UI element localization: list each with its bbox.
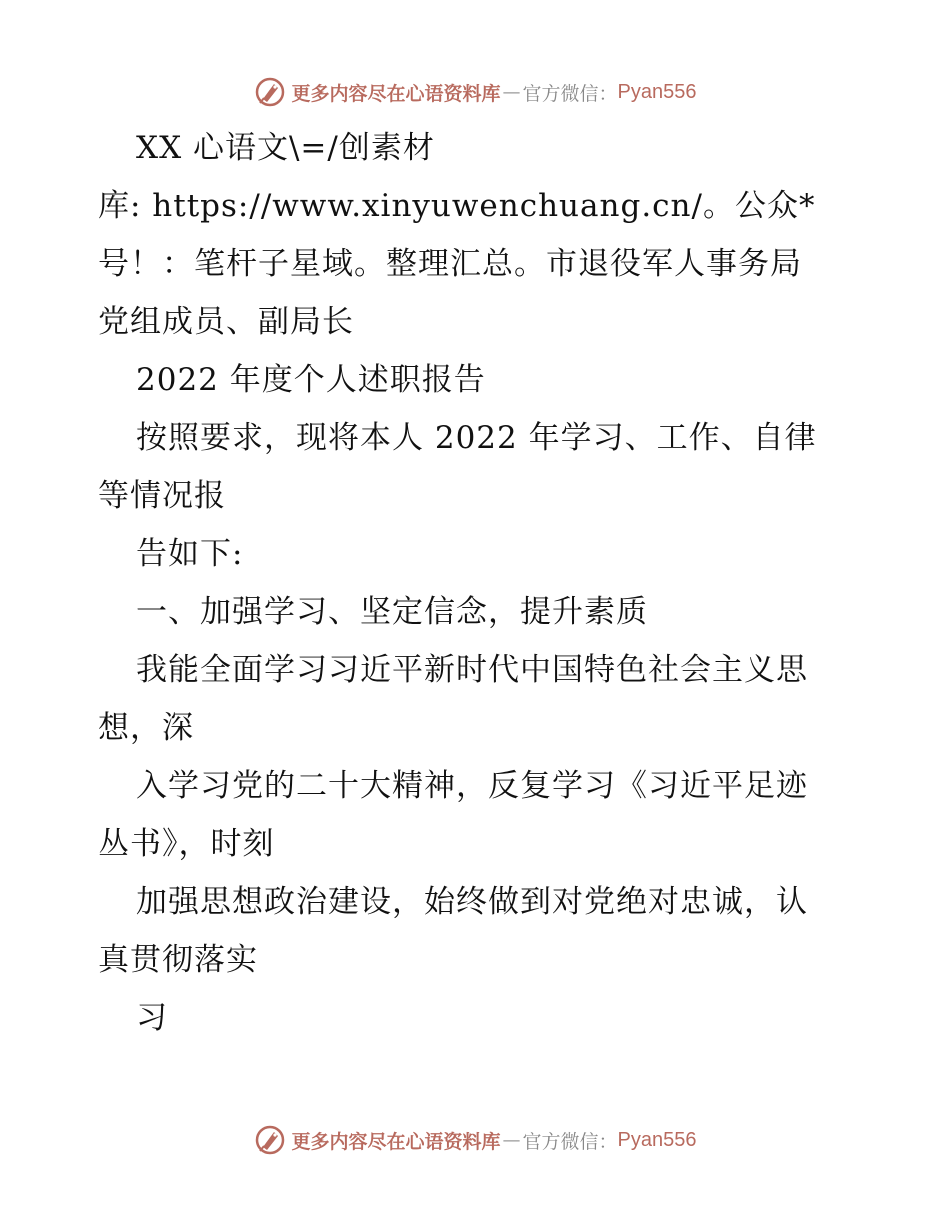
- document-body: [98, 119, 858, 1047]
- banner-wechat-label: 官方微信：: [522, 82, 618, 105]
- banner-wechat-id: Pyan556: [617, 1128, 697, 1151]
- body-line: 按照要求，现将本人 2022 年学习、工作、自律: [136, 420, 817, 456]
- banner-separator: —: [502, 81, 521, 103]
- body-line: 我能全面学习习近平新时代中国特色社会主义思: [136, 652, 808, 688]
- banner-text: 更多内容尽在心语资料库: [291, 82, 501, 105]
- body-line: XX 心语文\=/创素材: [136, 130, 435, 166]
- banner-wechat-label: 官方微信：: [522, 1130, 618, 1153]
- body-line: 加强思想政治建设，始终做到对党绝对忠诚，认: [136, 884, 808, 920]
- body-line: 入学习党的二十大精神，反复学习《习近平足迹: [136, 768, 808, 804]
- body-line: 等情况报: [98, 478, 226, 514]
- banner-separator: —: [502, 1129, 521, 1151]
- report-title: 2022 年度个人述职报告: [136, 362, 486, 398]
- body-line: 丛书》，时刻: [98, 826, 275, 862]
- banner-wechat-id: Pyan556: [617, 80, 697, 103]
- body-line: 党组成员、副局长: [98, 304, 354, 340]
- body-line: 号！：笔杆子星域。整理汇总。市退役军人事务局: [98, 246, 802, 282]
- banner-text: 更多内容尽在心语资料库: [291, 1130, 501, 1153]
- body-line: 习: [136, 1000, 168, 1036]
- body-line: 告如下:: [136, 536, 244, 572]
- section-heading: 一、加强学习、坚定信念，提升素质: [136, 594, 648, 630]
- pen-nib-logo-icon: [254, 76, 286, 108]
- pen-nib-logo-icon: [254, 1124, 286, 1156]
- header-watermark-banner: [0, 72, 950, 112]
- footer-watermark-banner: [0, 1120, 950, 1160]
- body-line: 想，深: [98, 710, 194, 746]
- body-line: 库: https://www.xinyuwenchuang.cn/。公众*: [98, 188, 816, 224]
- body-line: 真贯彻落实: [98, 942, 258, 978]
